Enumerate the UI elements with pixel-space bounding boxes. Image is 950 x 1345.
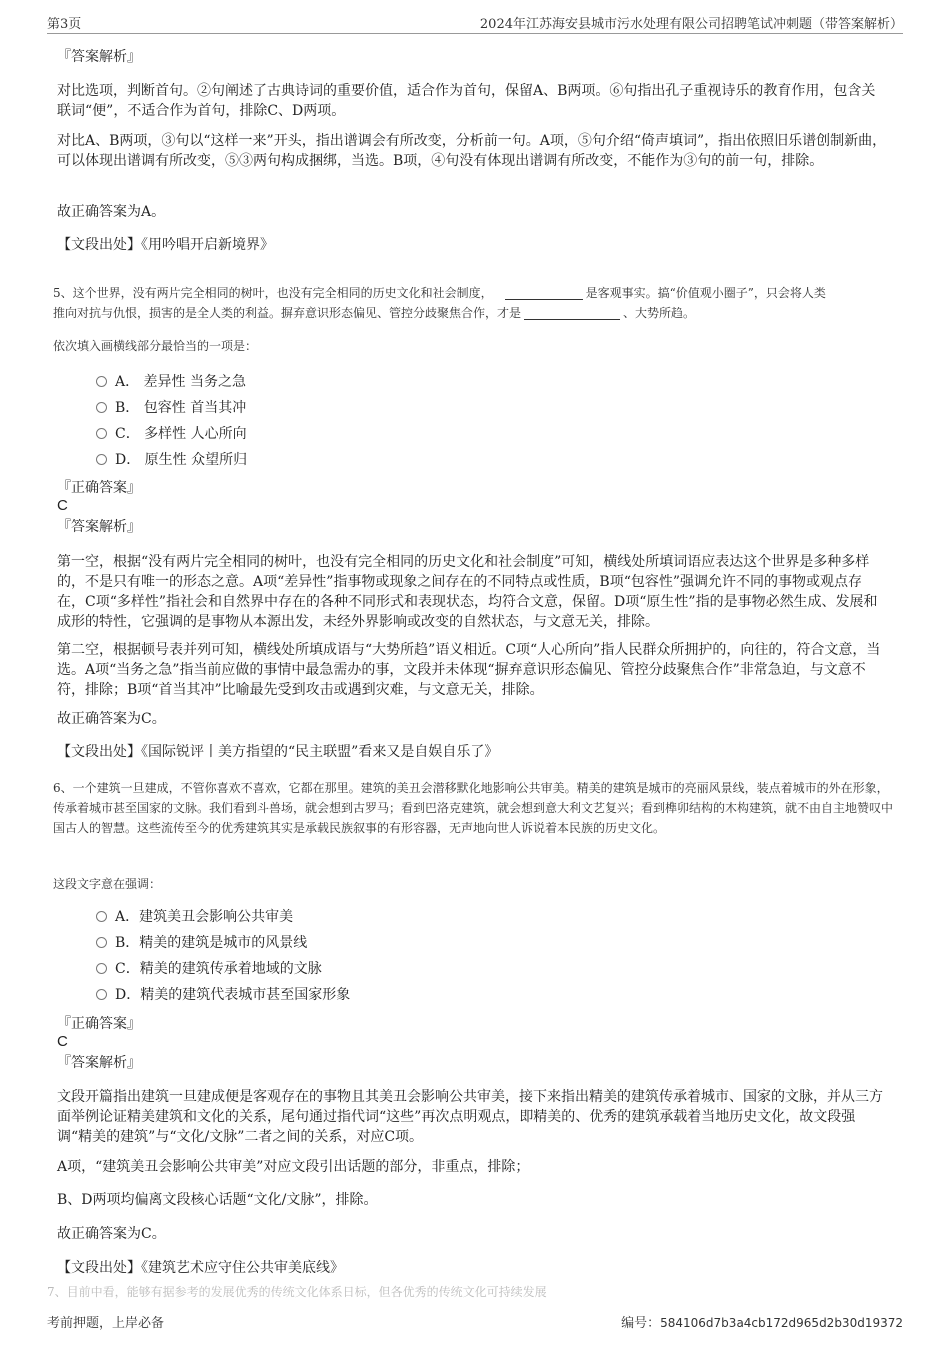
q5-option-d[interactable]: D． 原生性 众望所归 xyxy=(96,450,247,470)
q5-correct-label: 『正确答案』 xyxy=(57,480,141,496)
q7-cut-off-line: 7、目前中看，能够有据参考的发展优秀的传统文化体系日标，但各优秀的传统文化可持续发展 xyxy=(47,1285,547,1299)
page-number: 第3页 xyxy=(47,17,82,32)
q4-analysis-label: 『答案解析』 xyxy=(57,49,141,65)
page-footer xyxy=(47,1312,903,1331)
q6-analysis-p1: 文段开篇指出建筑一旦建成便是客观存在的事物且其美丑会影响公共审美，接下来指出精美的建筑传承着城市、国家的文脉，并从三方面举例论证精美建筑和文化的关系，尾句通过指代词“这些”再次点明观点，即精美的、优秀的建筑承载着当地历史文化，故文段强调“精美的建筑”与“文化/文脉”二者之间的关系，对应C项。 xyxy=(57,1089,883,1145)
q5-correct-answer: C xyxy=(57,497,68,514)
page-header xyxy=(47,13,903,34)
q4-analysis-p1: 对比选项，判断首句。②句阐述了古典诗词的重要价值，适合作为首句，保留A、B两项。⑥句指出孔子重视诗乐的教育作用，包含关联词“便”，不适合作为首句，排除C、D两项。 xyxy=(57,83,876,119)
q6-analysis-p4: 故正确答案为C。 xyxy=(57,1226,166,1242)
q5-analysis-p3: 故正确答案为C。 xyxy=(57,711,166,727)
q5-prompt: 依次填入画横线部分最恰当的一项是： xyxy=(53,339,258,353)
footer-code: 编号：584106d7b3a4cb172d965d2b30d19372 xyxy=(621,1316,903,1331)
q6-stem: 6、一个建筑一旦建成，不管你喜欢不喜欢，它都在那里。建筑的美丑会潜移默化地影响公共审美。精美的建筑是城市的亮丽风景线，装点着城市的外在形象，传承着城市甚至国家的文脉。我们看到斗兽场，就会想到古罗马；看到巴洛克建筑，就会想到意大利文艺复兴；看到榫卯结构的木构建筑，就不由自主地赞叹中国古人的智慧。这些流传至今的优秀建筑其实是承载民族叙事的有形容器，无声地向世人诉说着本民族的历史文化。 xyxy=(53,781,894,835)
document-title: 2024年江苏海安县城市污水处理有限公司招聘笔试冲刺题（带答案解析） xyxy=(479,17,903,32)
radio-icon[interactable] xyxy=(96,376,107,387)
radio-icon[interactable] xyxy=(96,454,107,465)
q5-stem: 5、这个世界，没有两片完全相同的树叶，也没有完全相同的历史文化和社会制度， 是客观事实。搞“价值观小圈子”，只会将人类 推向对抗与仇恨，损害的是全人类的利益。摒弃意识形态偏见、管控分歧聚焦合作，才是 、大势所趋。 xyxy=(53,286,826,320)
q6-correct-label: 『正确答案』 xyxy=(57,1016,141,1032)
q6-source: 【文段出处】《建筑艺术应守住公共审美底线》 xyxy=(57,1260,344,1276)
q5-blank-1 xyxy=(505,286,583,300)
q5-option-b[interactable]: B． 包容性 首当其冲 xyxy=(96,398,246,418)
q5-analysis-label: 『答案解析』 xyxy=(57,519,141,535)
radio-icon[interactable] xyxy=(96,402,107,413)
q6-correct-answer: C xyxy=(57,1033,68,1050)
radio-icon[interactable] xyxy=(96,963,107,974)
q5-option-c[interactable]: C． 多样性 人心所向 xyxy=(96,424,247,444)
q6-analysis-p3: B、D两项均偏离文段核心话题“文化/文脉”，排除。 xyxy=(57,1192,378,1208)
footer-slogan: 考前押题，上岸必备 xyxy=(47,1316,165,1331)
q5-blank-2 xyxy=(524,306,620,320)
q4-source: 【文段出处】《用吟唱开启新境界》 xyxy=(57,237,274,253)
q5-source: 【文段出处】《国际锐评丨美方指望的“民主联盟”看来又是自娱自乐了》 xyxy=(57,744,499,760)
radio-icon[interactable] xyxy=(96,937,107,948)
q6-option-d[interactable]: D．精美的建筑代表城市甚至国家形象 xyxy=(96,985,350,1005)
q6-prompt: 这段文字意在强调： xyxy=(53,877,162,891)
q6-option-c[interactable]: C．精美的建筑传承着地域的文脉 xyxy=(96,959,322,979)
q6-option-a[interactable]: A．建筑美丑会影响公共审美 xyxy=(96,907,293,927)
q4-analysis-p2: 对比A、B两项，③句以“这样一来”开头，指出谱调会有所改变，分析前一句。A项，⑤句介绍“倚声填词”，指出依照旧乐谱创制新曲，可以体现出谱调有所改变，⑤③两句构成捆绑，当选。B项，④句没有体现出谱调有所改变，不能作为③句的前一句，排除。 xyxy=(57,133,887,169)
q6-option-b[interactable]: B．精美的建筑是城市的风景线 xyxy=(96,933,307,953)
radio-icon[interactable] xyxy=(96,911,107,922)
radio-icon[interactable] xyxy=(96,989,107,1000)
q6-analysis-label: 『答案解析』 xyxy=(57,1055,141,1071)
q5-analysis-p2: 第二空，根据顿号表并列可知，横线处所填成语与“大势所趋”语义相近。C项“人心所向”指人民群众所拥护的，向往的，符合文意，当选。A项“当务之急”指当前应做的事情中最急需办的事，文段并未体现“摒弃意识形态偏见、管控分歧聚焦合作”非常急迫，与文意不符，排除；B项“首当其冲”比喻最先受到攻击或遇到灾难，与文意无关，排除。 xyxy=(57,642,881,698)
q4-analysis-p3: 故正确答案为A。 xyxy=(57,204,166,220)
q5-analysis-p1: 第一空，根据“没有两片完全相同的树叶，也没有完全相同的历史文化和社会制度”可知，横线处所填词语应表达这个世界是多种多样的，不是只有唯一的形态之意。A项“差异性”指事物或现象之间存在的不同特点或性质，B项“包容性”强调允许不同的事物或观点存在，C项“多样性”指社会和自然界中存在的各种不同形式和表现状态，均符合文意，保留。D项“原生性”指的是事物必然生成、发展和成形的特性，它强调的是事物从本源出发，未经外界影响或改变的自然状态，与文意无关，排除。 xyxy=(57,554,878,630)
radio-icon[interactable] xyxy=(96,428,107,439)
q5-option-a[interactable]: A． 差异性 当务之急 xyxy=(96,372,246,392)
q6-analysis-p2: A项，“建筑美丑会影响公共审美”对应文段引出话题的部分，非重点，排除； xyxy=(57,1159,530,1175)
